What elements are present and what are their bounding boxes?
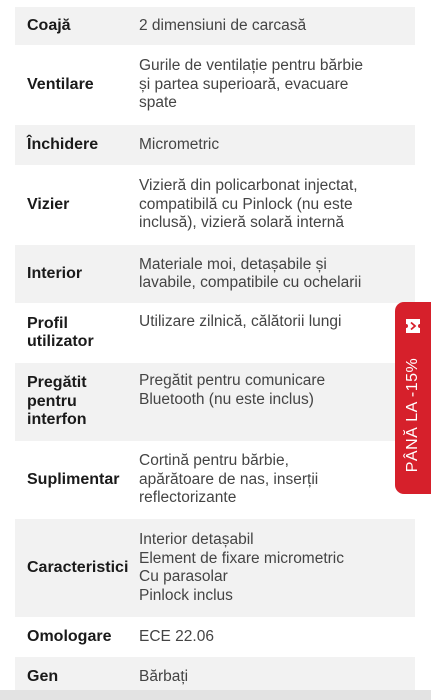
spec-label-interior: Interior [27, 264, 83, 282]
spec-row-user-profile [15, 303, 415, 363]
spec-label-user-profile: Profil utilizator [27, 314, 94, 350]
spec-label-shell: Coajă [27, 16, 71, 34]
spec-label-features: Caracteristici [27, 558, 129, 576]
spec-label-visor: Vizier [27, 195, 70, 213]
spec-value-intercom-ready: Pregătit pentru comunicare Bluetooth (nu este inclus) [139, 372, 326, 408]
promo-label: PÂNĂ LA -15% [404, 357, 421, 473]
specifications-table [15, 0, 415, 697]
ticket-tag-icon [404, 317, 422, 335]
spec-row-interior [15, 245, 415, 303]
spec-value-homologation: ECE 22.06 [139, 627, 214, 645]
spec-value-extras: Cortină pentru bărbie, apărătoare de nas, inserții reflectorizante [139, 452, 319, 507]
spec-value-shell: 2 dimensiuni de carcasă [139, 16, 307, 34]
spec-value-gender: Bărbați [139, 667, 189, 685]
spec-value-visor: Vizieră din policarbonat injectat, compatibilă cu Pinlock (nu este inclusă), vizieră solară internă [139, 177, 358, 232]
spec-label-homologation: Omologare [27, 627, 112, 645]
spec-row-visor [15, 165, 415, 245]
spec-value-ventilation: Gurile de ventilație pentru bărbie și partea superioară, evacuare spate [139, 57, 364, 112]
spec-label-extras: Suplimentar [27, 470, 120, 488]
spec-value-closure: Micrometric [139, 135, 220, 153]
spec-row-intercom-ready [15, 363, 415, 441]
spec-row-extras [15, 441, 415, 519]
spec-label-intercom-ready: Pregătit pentru interfon [27, 374, 87, 429]
spec-row-features [15, 519, 415, 617]
spec-label-closure: Închidere [27, 135, 99, 153]
spec-label-ventilation: Ventilare [27, 75, 94, 93]
spec-row-closure [15, 125, 415, 165]
spec-row-shell [15, 7, 415, 45]
discount-promo-tab[interactable] [395, 302, 431, 494]
spec-row-ventilation [15, 45, 415, 125]
spec-value-features: Interior detașabil Element de fixare micrometric Cu parasolar Pinlock inclus [139, 531, 345, 604]
browser-bottom-bar [0, 690, 431, 700]
spec-row-homologation [15, 617, 415, 657]
spec-value-user-profile: Utilizare zilnică, călătorii lungi [139, 313, 342, 330]
spec-label-gender: Gen [27, 667, 59, 685]
spec-value-interior: Materiale moi, detașabile și lavabile, compatibile cu ochelarii [139, 255, 362, 291]
